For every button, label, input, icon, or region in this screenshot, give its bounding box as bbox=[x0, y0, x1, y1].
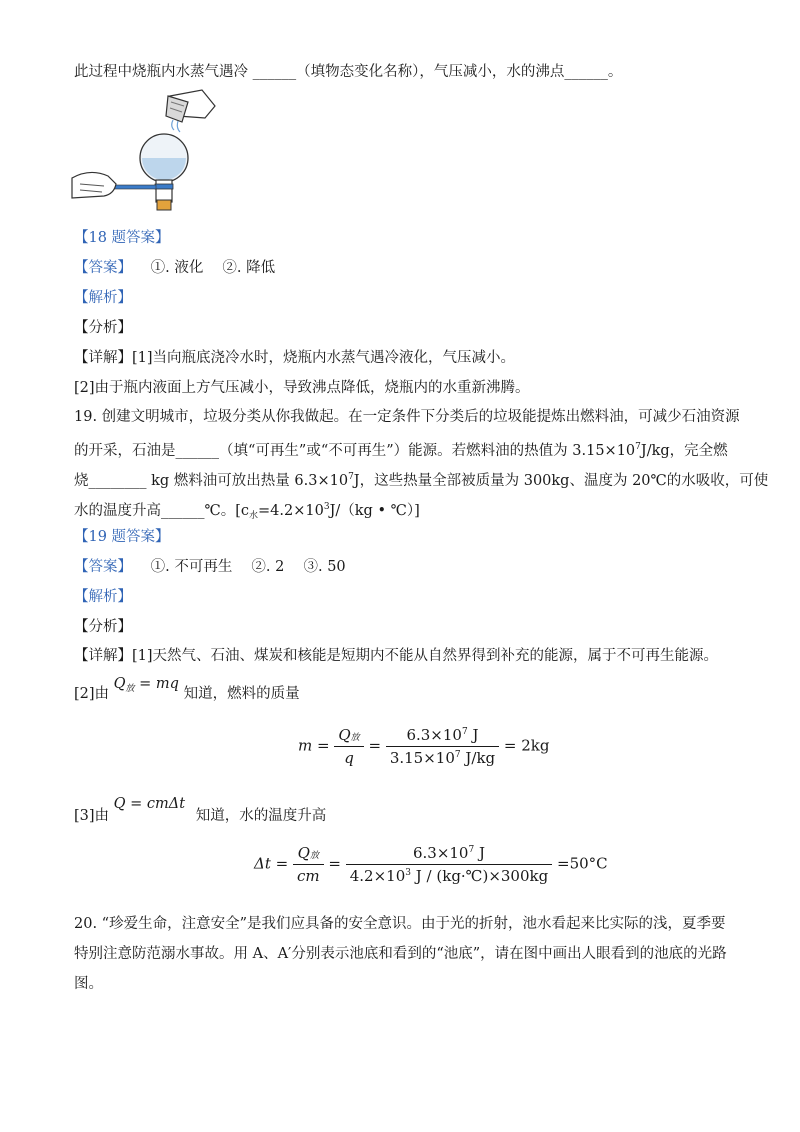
eq1-fraction-2 bbox=[386, 726, 499, 767]
q20-question-line-2: 特别注意防范溺水事故。用 A、A′分别表示池底和看到的“池底”，请在图中画出人眼看到的池底的光路 bbox=[74, 946, 727, 962]
unit: J/kg bbox=[460, 749, 496, 767]
eq2-f1-num: Q bbox=[297, 844, 310, 862]
q19-detail-3 bbox=[74, 796, 740, 826]
exponent: 7 bbox=[348, 472, 354, 482]
answer-label: 【答案】 bbox=[74, 559, 132, 575]
eq2-f1-den: cm bbox=[296, 867, 320, 885]
flask-experiment-illustration bbox=[70, 88, 220, 213]
eq2-f2-num: 6.3×10 bbox=[412, 844, 469, 862]
unit: J / (kg·℃)×300kg bbox=[411, 867, 549, 885]
q18-fenxi-tag: 【分析】 bbox=[74, 320, 132, 336]
round-flask-icon bbox=[140, 134, 188, 210]
q19-answer-text: ①. 不可再生 ②. 2 ③. 50 bbox=[150, 559, 346, 575]
eq1-result: = 2kg bbox=[503, 736, 550, 755]
q18-detail-2: [2]由于瓶内液面上方气压减小，导致沸点降低，烧瓶内的水重新沸腾。 bbox=[74, 380, 530, 396]
exponent: 3 bbox=[323, 502, 330, 512]
detail-suffix: 知道，燃料的质量 bbox=[183, 686, 300, 702]
inline-formula-q-cmdt: Q = cmΔt bbox=[113, 796, 186, 812]
eq1-f2-den: 3.15×10 bbox=[389, 749, 455, 767]
exponent: 7 bbox=[635, 442, 641, 452]
equation-mass: m = $\frac{\text{Q放}}{q}$ = $\frac{6.3\times 10^7 J}{3.15\times 10^7 J/kg}$ = 2kg bbox=[298, 726, 550, 767]
subscript: 水 bbox=[249, 511, 259, 521]
eq1-fraction-1 bbox=[334, 726, 363, 767]
detail-label: 【详解】 bbox=[74, 350, 132, 366]
q19-line4-text-a: 水的温度升高______℃。[c bbox=[74, 503, 249, 519]
q19-line2-text-b: J/kg，完全燃 bbox=[640, 443, 728, 459]
q19-question-line-1: 19. 创建文明城市，垃圾分类从你我做起。在一定条件下分类后的垃圾能提炼出燃料油，可减少石油资源 bbox=[74, 409, 740, 425]
q18-analysis-tag: 【解析】 bbox=[74, 290, 132, 306]
formula-rhs: = mq bbox=[134, 676, 179, 692]
answer-label: 【答案】 bbox=[74, 260, 132, 276]
exponent: 7 bbox=[468, 845, 475, 855]
detail-prefix: [2]由 bbox=[74, 686, 110, 702]
subscript: 放 bbox=[125, 684, 135, 694]
q19-line4-text-c: J/（kg • ℃）] bbox=[329, 503, 420, 519]
detail-text: [1]当向瓶底浇冷水时，烧瓶内水蒸气遇冷液化，气压减小。 bbox=[132, 350, 516, 366]
holding-hand-icon bbox=[72, 172, 156, 198]
detail-suffix: 知道，水的温度升高 bbox=[195, 808, 327, 824]
unit: J bbox=[474, 844, 485, 862]
q19-analysis-tag: 【解析】 bbox=[74, 589, 132, 605]
eq1-lhs: m = bbox=[298, 736, 330, 755]
q20-question-line-1: 20. “珍爱生命，注意安全”是我们应具备的安全意识。由于光的折射，池水看起来比实际的浅，夏季要 bbox=[74, 916, 726, 932]
q19-line4-text-b: =4.2×10 bbox=[258, 503, 324, 519]
q18-detail-1 bbox=[74, 348, 740, 368]
formula-q: Q bbox=[113, 676, 126, 692]
exponent: 7 bbox=[454, 750, 461, 760]
q19-question-line-3 bbox=[74, 467, 769, 491]
q19-line3-text-b: J，这些热量全部被质量为 300kg、温度为 20℃的水吸收，可使 bbox=[353, 473, 769, 489]
q19-question-line-4 bbox=[74, 497, 740, 526]
q19-line3-text-a: 烧________ kg 燃料油可放出热量 6.3×10 bbox=[74, 473, 349, 489]
eq1-f1-den: q bbox=[344, 749, 354, 767]
eq1-f2-num: 6.3×10 bbox=[406, 726, 462, 744]
detail-text: [1]天然气、石油、煤炭和核能是短期内不能从自然界得到补充的能源，属于不可再生能源。 bbox=[132, 648, 719, 664]
eq2-result: =50°C bbox=[557, 854, 608, 873]
pouring-hand-icon bbox=[166, 90, 215, 122]
q18-answer-line bbox=[74, 258, 740, 278]
exponent: 7 bbox=[461, 727, 468, 737]
q18-answer-tag: 【18 题答案】 bbox=[74, 230, 170, 246]
q18-answer-text: ①. 液化 ②. 降低 bbox=[150, 260, 276, 276]
q19-line2-text-a: 的开采，石油是______（填“可再生”或“不可再生”）能源。若燃料油的热值为 3.15×10 bbox=[74, 443, 636, 459]
detail-label: 【详解】 bbox=[74, 648, 132, 664]
equation-temperature-rise: Δt = $\frac{\text{Q放}}{cm}$ = $\frac{6.3\times 10^7 J}{4.2\times 10^3 J / (kg\cdot℃)\times 300kg}$ =50°C bbox=[254, 844, 608, 885]
eq2-fraction-2 bbox=[346, 844, 552, 885]
q19-question-line-2 bbox=[74, 437, 740, 461]
eq2-fraction-1 bbox=[293, 844, 324, 885]
eq1-f1-num: Q bbox=[338, 726, 351, 744]
q19-answer-line bbox=[74, 557, 740, 577]
eq2-lhs: Δt = bbox=[254, 854, 289, 873]
q19-fenxi-tag: 【分析】 bbox=[74, 619, 132, 635]
eq2-f2-den: 4.2×10 bbox=[349, 867, 406, 885]
q18-question-line: 此过程中烧瓶内水蒸气遇冷 ______（填物态变化名称），气压减小，水的沸点______。 bbox=[74, 64, 623, 80]
detail-prefix: [3]由 bbox=[74, 808, 110, 824]
q19-answer-tag: 【19 题答案】 bbox=[74, 529, 170, 545]
q19-detail-2 bbox=[74, 676, 740, 709]
q19-detail-1 bbox=[74, 646, 740, 666]
exponent: 3 bbox=[405, 868, 411, 878]
subscript: 放 bbox=[309, 851, 319, 861]
subscript: 放 bbox=[350, 733, 360, 743]
unit: J bbox=[467, 726, 479, 744]
inline-formula-q-mq bbox=[114, 676, 179, 692]
water-stream-icon bbox=[172, 120, 180, 132]
q20-question-line-3: 图。 bbox=[74, 976, 103, 992]
